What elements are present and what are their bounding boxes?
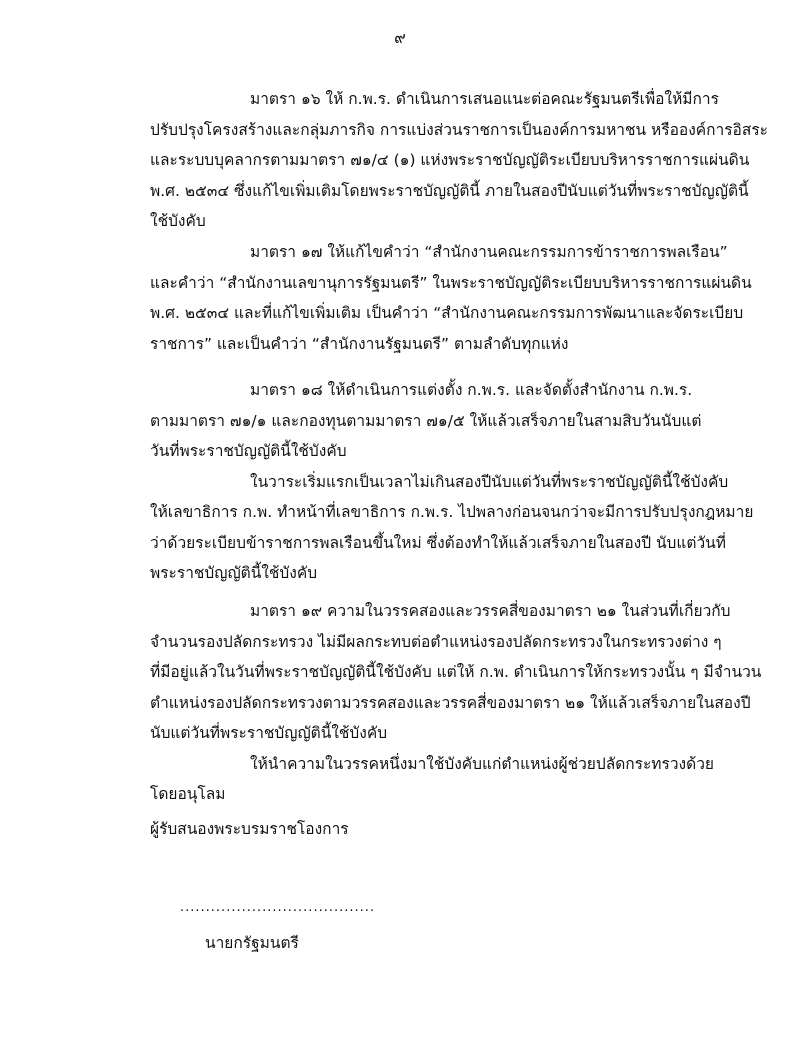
section-16-line-3: และระบบบุคลากรตามมาตรา ๗๑/๔ (๑) แห่งพระราชบัญญัติระเบียบบริหารราชการแผ่นดิน: [150, 151, 750, 169]
section-16-line-4: พ.ศ. ๒๕๓๔ ซึ่งแก้ไขเพิ่มเติมโดยพระราชบัญญัตินี้ ภายในสองปีนับแต่วันที่พระราชบัญญัตินี้: [150, 181, 749, 200]
section-19-line-5: นับแต่วันที่พระราชบัญญัตินี้ใช้บังคับ: [150, 724, 388, 742]
section-16-line-2: ปรับปรุงโครงสร้างและกลุ่มภารกิจ การแบ่งส่วนราชการเป็นองค์การมหาชน หรือองค์การอิสระ: [150, 120, 768, 139]
section-17: [150, 237, 750, 359]
section-19-line-7: โดยอนุโลม: [150, 785, 226, 803]
section-19-line-2: จำนวนรองปลัดกระทรวง ไม่มีผลกระทบต่อตำแหน่งรองปลัดกระทรวงในกระทรวงต่าง ๆ: [150, 632, 722, 651]
section-18-line-1: มาตรา ๑๘ ให้ดำเนินการแต่งตั้ง ก.พ.ร. และจัดตั้งสำนักงาน ก.พ.ร.: [250, 381, 693, 399]
section-19-line-1: มาตรา ๑๙ ความในวรรคสองและวรรคสี่ของมาตรา ๒๑ ในส่วนที่เกี่ยวกับ: [250, 602, 731, 620]
signatory-title: นายกรัฐมนตรี: [205, 934, 299, 952]
section-18-line-5: ให้เลขาธิการ ก.พ. ทำหน้าที่เลขาธิการ ก.พ.ร. ไปพลางก่อนจนกว่าจะมีการปรับปรุงกฎหมาย: [150, 503, 754, 521]
section-19-line-6: ให้นำความในวรรคหนึ่งมาใช้บังคับแก่ตำแหน่งผู้ช่วยปลัดกระทรวงด้วย: [250, 754, 714, 773]
section-18: [150, 375, 754, 589]
section-18-line-4: ในวาระเริ่มแรกเป็นเวลาไม่เกินสองปีนับแต่วันที่พระราชบัญญัตินี้ใช้บังคับ: [250, 472, 729, 491]
section-18-line-7: พระราชบัญญัตินี้ใช้บังคับ: [150, 564, 318, 582]
section-17-line-4: ราชการ” และเป็นคำว่า “สำนักงานรัฐมนตรี” ตามลำดับทุกแห่ง: [150, 334, 569, 353]
countersignature-line: ผู้รับสนองพระบรมราชโองการ: [150, 820, 349, 838]
signature-dotted-line: ......................................: [180, 900, 376, 915]
page-number: ๙: [394, 28, 406, 47]
section-17-line-2: และคำว่า “สำนักงานเลขานุการรัฐมนตรี” ในพระราชบัญญัติระเบียบบริหารราชการแผ่นดิน: [150, 273, 752, 292]
section-19: [150, 596, 762, 810]
section-18-line-2: ตามมาตรา ๗๑/๑ และกองทุนตามมาตรา ๗๑/๕ ให้แล้วเสร็จภายในสามสิบวันนับแต่: [150, 411, 702, 430]
section-18-line-3: วันที่พระราชบัญญัตินี้ใช้บังคับ: [150, 442, 347, 460]
section-17-line-1: มาตรา ๑๗ ให้แก้ไขคำว่า “สำนักงานคณะกรรมการข้าราชการพลเรือน”: [250, 243, 728, 261]
section-18-line-6: ว่าด้วยระเบียบข้าราชการพลเรือนขึ้นใหม่ ซึ่งต้องทำให้แล้วเสร็จภายในสองปี นับแต่วันที่: [150, 533, 726, 552]
section-16-line-1: มาตรา ๑๖ ให้ ก.พ.ร. ดำเนินการเสนอแนะต่อคณะรัฐมนตรีเพื่อให้มีการ: [250, 90, 719, 108]
section-17-line-3: พ.ศ. ๒๕๓๔ และที่แก้ไขเพิ่มเติม เป็นคำว่า “สำนักงานคณะกรรมการพัฒนาและจัดระเบียบ: [150, 304, 744, 322]
section-16: [150, 84, 768, 237]
section-16-line-5: ใช้บังคับ: [150, 212, 206, 230]
section-19-line-3: ที่มีอยู่แล้วในวันที่พระราชบัญญัตินี้ใช้บังคับ แต่ให้ ก.พ. ดำเนินการให้กระทรวงนั้น ๆ มีจำนวน: [150, 663, 762, 681]
section-19-line-4: ตำแหน่งรองปลัดกระทรวงตามวรรคสองและวรรคสี่ของมาตรา ๒๑ ให้แล้วเสร็จภายในสองปี: [150, 693, 751, 712]
